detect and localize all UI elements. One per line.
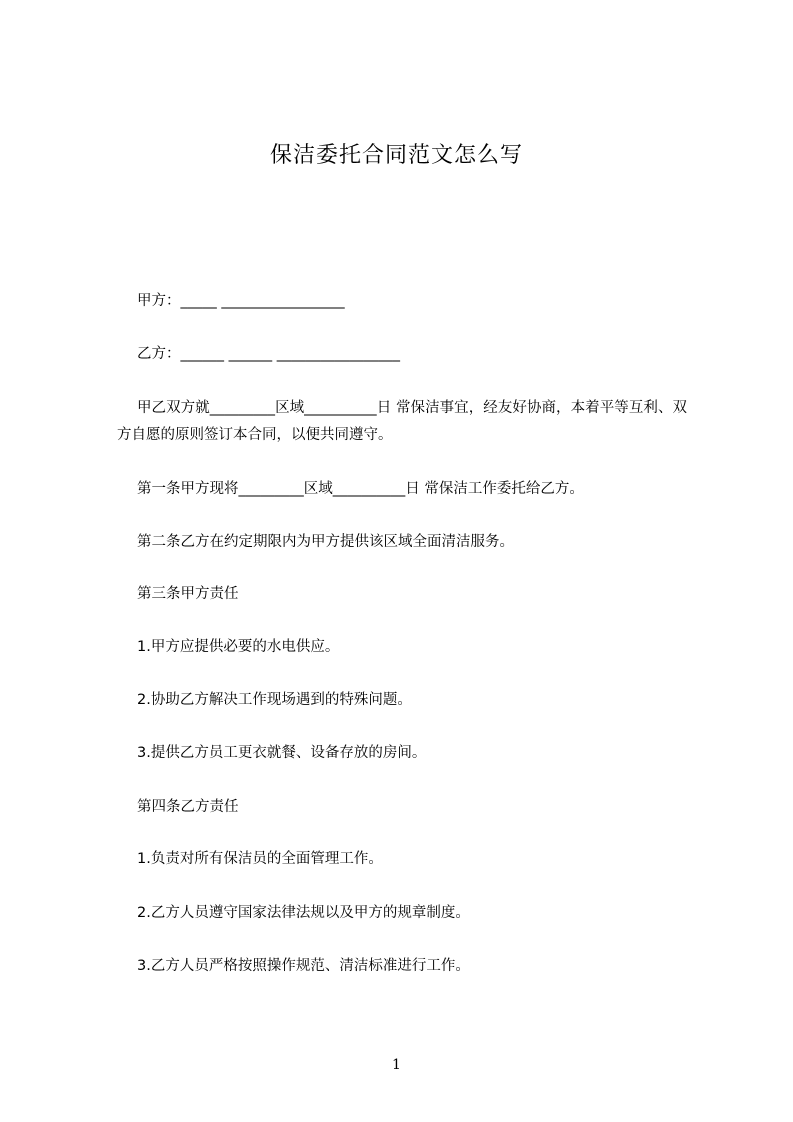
article-3-heading: 第三条甲方责任: [137, 586, 239, 602]
article-4-item: 1.负责对所有保洁员的全面管理工作。: [137, 851, 383, 867]
page-number: 1: [392, 1057, 401, 1073]
article-1: 第一条甲方现将_________区域__________日 常保洁工作委托给乙方。: [137, 481, 584, 497]
article-4-heading: 第四条乙方责任: [137, 799, 239, 815]
article-3-item: 3.提供乙方员工更衣就餐、设备存放的房间。: [137, 745, 427, 761]
article-4-item: 3.乙方人员严格按照操作规范、清洁标准进行工作。: [137, 958, 470, 974]
article-3-item: 1.甲方应提供必要的水电供应。: [137, 639, 340, 655]
party-a-line: 甲方：_____ _________________: [137, 293, 345, 309]
article-3-item: 2.协助乙方解决工作现场遇到的特殊问题。: [137, 692, 412, 708]
article-4-item: 2.乙方人员遵守国家法律法规以及甲方的规章制度。: [137, 905, 470, 921]
party-b-line: 乙方：______ ______ _________________: [137, 346, 400, 362]
document-title: 保洁委托合同范文怎么写: [269, 143, 523, 168]
preamble-paragraph: 甲乙双方就_________区域__________日 常保洁事宜，经友好协商，本着平等互利、双方自愿的原则签订本合同，以便共同遵守。: [117, 400, 687, 443]
article-2: 第二条乙方在约定期限内为甲方提供该区域全面清洁服务。: [137, 534, 514, 550]
